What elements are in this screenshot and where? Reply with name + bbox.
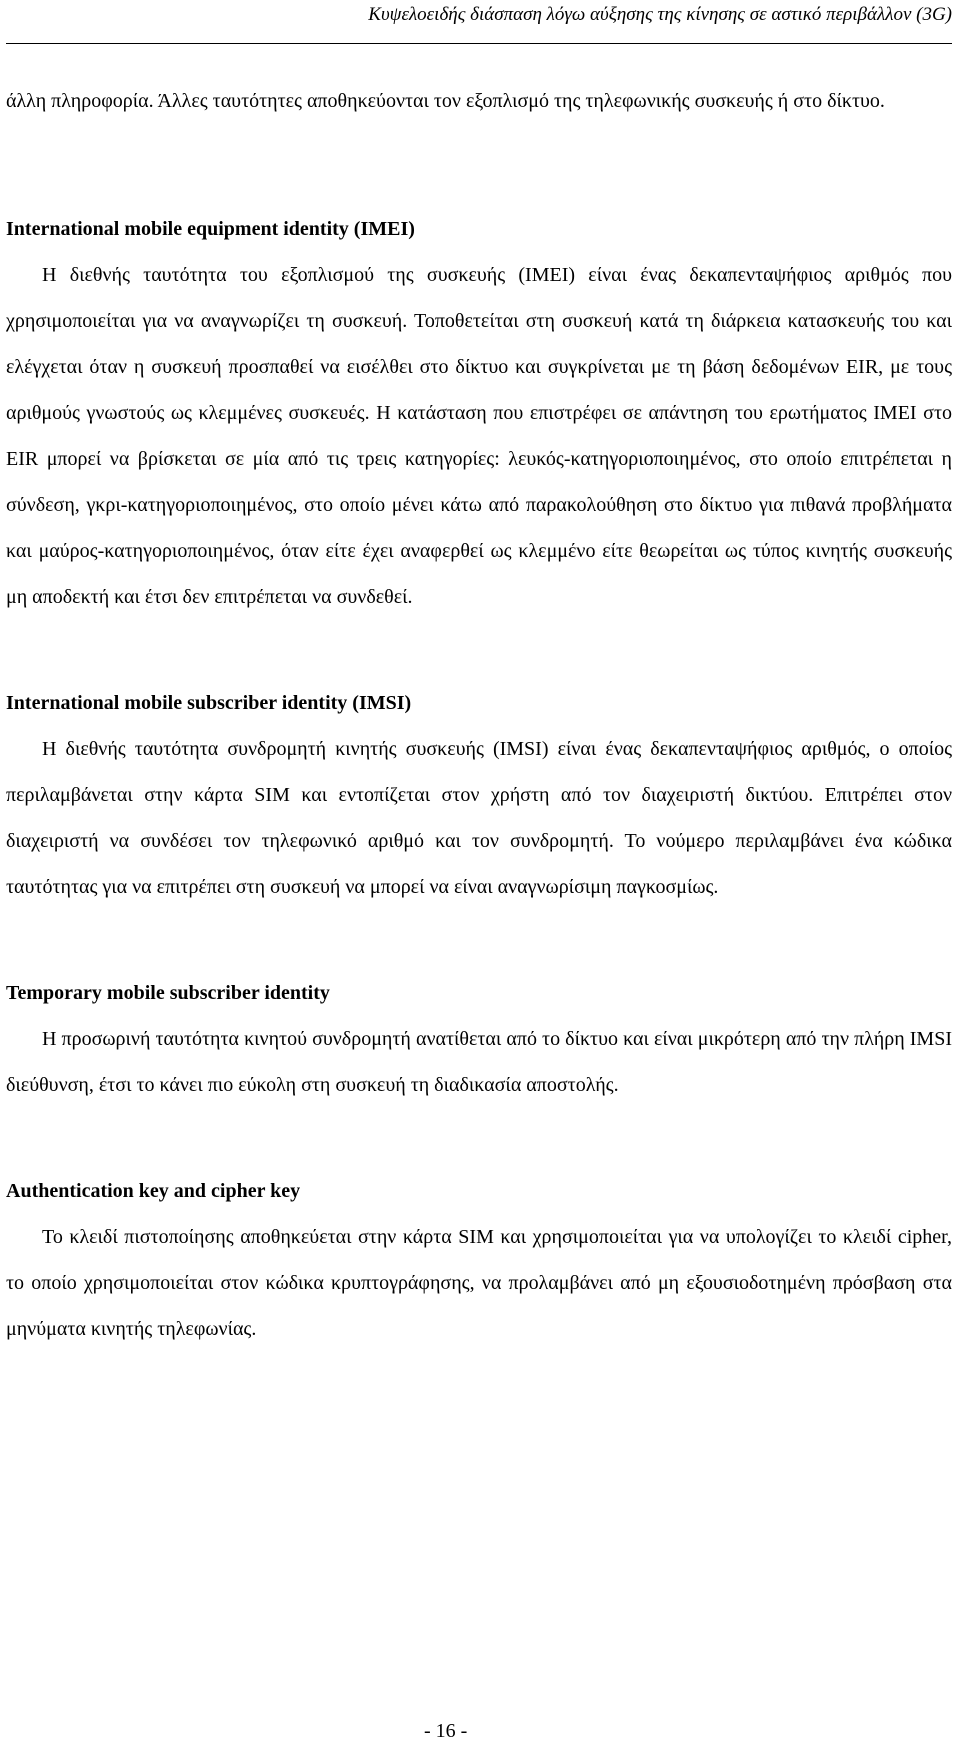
section-body-auth-key: Το κλειδί πιστοποίησης αποθηκεύεται στην κάρτα SIM και χρησιμοποιείται για να υπολογίζει το κλειδί cipher, το οποίο χρησιμοποιείται στον κώδικα κρυπτογράφησης, να προλαμβάνει από μη εξουσιοδοτημένη πρόσβαση στα μηνύματα κινητής τηλεφωνίας. — [6, 1226, 952, 1340]
section-imei — [6, 206, 952, 620]
section-tmsi — [6, 970, 952, 1108]
section-heading-auth-key: Authentication key and cipher key — [6, 1180, 301, 1202]
section-heading-imei: International mobile equipment identity (IMEI) — [6, 218, 415, 240]
running-header — [6, 0, 952, 44]
section-auth-key — [6, 1168, 952, 1352]
document-body — [6, 78, 952, 1352]
page-number: - 16 - — [424, 1720, 468, 1742]
section-body-imsi: Η διεθνής ταυτότητα συνδρομητή κινητής συσκευής (IMSI) είναι ένας δεκαπενταψήφιος αριθμός, ο οποίος περιλαμβάνεται στην κάρτα SIM και εντοπίζεται στον χρήστη από τον διαχειριστή δικτύου. Επιτρέπει στον διαχειριστή να συνδέσει τον τηλεφωνικό αριθμό και τον συνδρομητή. Το νούμερο περιλαμβάνει ένα κώδικα ταυτότητας για να επιτρέπει στη συσκευή να μπορεί να είναι αναγνωρίσιμη παγκοσμίως. — [6, 738, 952, 898]
section-heading-imsi: International mobile subscriber identity (IMSI) — [6, 692, 412, 714]
section-heading-tmsi: Temporary mobile subscriber identity — [6, 982, 330, 1004]
section-body-imei: Η διεθνής ταυτότητα του εξοπλισμού της συσκευής (IMEI) είναι ένας δεκαπενταψήφιος αριθμός που χρησιμοποιείται για να αναγνωρίζει τη συσκευή. Τοποθετείται στη συσκευή κατά τη διάρκεια κατασκευής του και ελέγχεται όταν η συσκευή προσπαθεί να εισέλθει στο δίκτυο και συγκρίνεται με τη βάση δεδομένων EIR, με τους αριθμούς γνωστούς ως κλεμμένες συσκευές. Η κατάσταση που επιστρέφει σε απάντηση του ερωτήματος IMEI στο EIR μπορεί να βρίσκεται σε μία από τις τρεις κατηγορίες: λευκός-κατηγοριοποιημένος, στο οποίο επιτρέπεται η σύνδεση, γκρι-κατηγοριοποιημένος, στο οποίο μένει κάτω από παρακολούθηση στο δίκτυο για πιθανά προβλήματα και μαύρος-κατηγοριοποιημένος, όταν είτε έχει αναφερθεί ως κλεμμένο είτε θεωρείται ως τύπος κινητής συσκευής μη αποδεκτή και έτσι δεν επιτρέπεται να συνδεθεί. — [6, 264, 952, 608]
section-imsi — [6, 680, 952, 910]
intro-paragraph: άλλη πληροφορία. Άλλες ταυτότητες αποθηκεύονται τον εξοπλισμό της τηλεφωνικής συσκευής ή στο δίκτυο. — [6, 90, 885, 112]
running-header-title: Κυψελοειδής διάσπαση λόγω αύξησης της κίνησης σε αστικό περιβάλλον (3G) — [368, 4, 952, 25]
section-body-tmsi: Η προσωρινή ταυτότητα κινητού συνδρομητή ανατίθεται από το δίκτυο και είναι μικρότερη από την πλήρη IMSI διεύθυνση, έτσι το κάνει πιο εύκολη στη συσκευή τη διαδικασία αποστολής. — [6, 1028, 952, 1096]
